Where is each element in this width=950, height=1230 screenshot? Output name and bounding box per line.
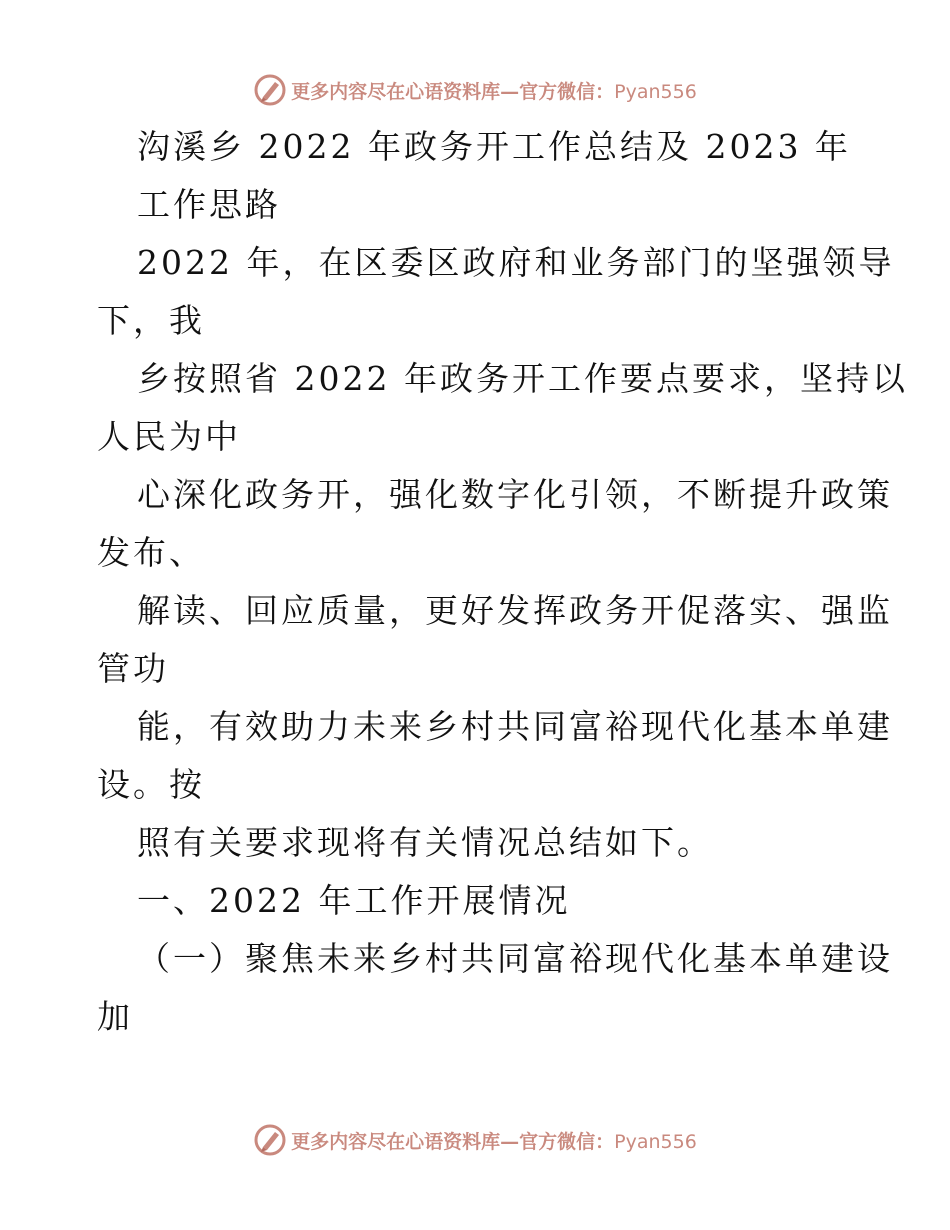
doc-line: 下，我 <box>97 301 205 340</box>
pen-logo-icon <box>253 1123 287 1157</box>
doc-line: 心深化政务开，强化数字化引领，不断提升政策 <box>137 475 893 514</box>
doc-line: 解读、回应质量，更好发挥政务开促落实、强监 <box>137 591 893 630</box>
watermark-text: 更多内容尽在心语资料库—官方微信：Pyan556 <box>291 80 697 103</box>
doc-line: 照有关要求现将有关情况总结如下。 <box>137 823 713 862</box>
doc-line: 2022 年，在区委区政府和业务部门的坚强领导 <box>137 243 895 282</box>
doc-line: 人民为中 <box>97 417 241 456</box>
doc-line: 管功 <box>97 649 169 688</box>
doc-line: 乡按照省 2022 年政务开工作要点要求，坚持以 <box>137 359 908 398</box>
doc-line: （一）聚焦未来乡村共同富裕现代化基本单建设 <box>137 939 893 978</box>
doc-line: 沟溪乡 2022 年政务开工作总结及 2023 年 <box>137 127 851 166</box>
document-body <box>97 118 908 1046</box>
doc-line: 能，有效助力未来乡村共同富裕现代化基本单建 <box>137 707 893 746</box>
footer-watermark <box>0 1120 950 1160</box>
doc-line: 设。按 <box>97 765 205 804</box>
doc-line: 工作思路 <box>137 185 281 224</box>
doc-line: 一、2022 年工作开展情况 <box>137 881 571 920</box>
watermark-text: 更多内容尽在心语资料库—官方微信：Pyan556 <box>291 1130 697 1153</box>
pen-logo-icon <box>253 73 287 107</box>
doc-line: 发布、 <box>97 533 205 572</box>
doc-line: 加 <box>97 997 133 1036</box>
header-watermark <box>0 70 950 110</box>
